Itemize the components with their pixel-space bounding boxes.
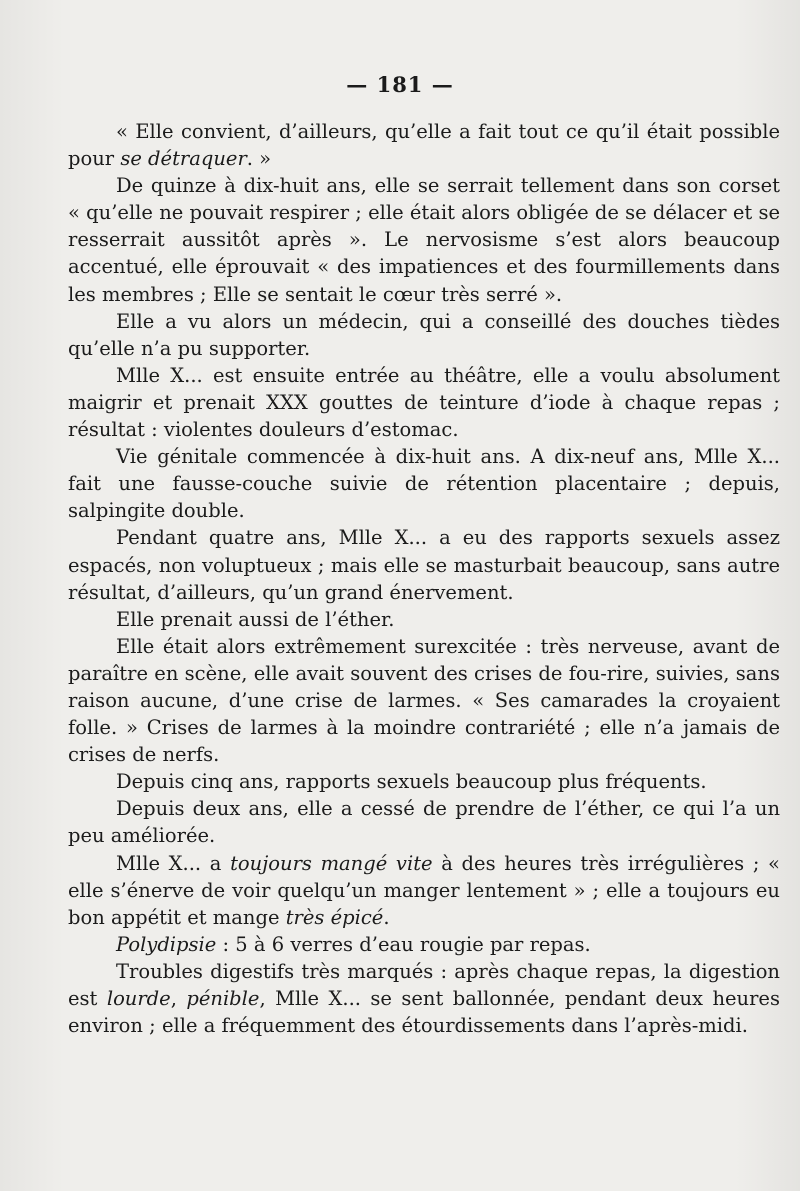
italic-text: toujours mangé vite [230,851,433,875]
text-segment: . » [246,147,272,171]
italic-text: Polydipsie [116,932,217,956]
paragraph [68,524,780,605]
italic-text: très épicé [285,905,384,929]
text-segment: De quinze à dix-huit ans, elle se serrait tellement dans son corset « qu’elle ne pouvait respirer ; elle était alors obligée de se délacer et se resserrait aussitôt après ». Le nervosisme s’est alors beaucoup accentué, elle éprouvait « des impatiences et des fourmillements dans les membres ; Elle se sentait le cœur très serré ». [68,174,780,306]
paragraph [68,931,780,958]
text-segment: Depuis cinq ans, rapports sexuels beaucoup plus fréquents. [116,770,707,794]
text-segment: Depuis deux ans, elle a cessé de prendre de l’éther, ce qui l’a un peu améliorée. [68,797,780,848]
italic-text: pénible [186,987,260,1010]
paragraph [68,768,780,795]
text-segment: : 5 à 6 verres d’eau rougie par repas. [216,932,591,956]
paragraph [68,362,780,443]
paragraph [68,606,780,633]
paragraph [68,172,780,307]
text-segment: Pendant quatre ans, Mlle X... a eu des rapports sexuels assez espacés, non voluptueux ; mais elle se masturbait beaucoup, sans autre résultat, d’ailleurs, qu’un grand énervement. [68,526,780,604]
italic-text: lourde [106,987,171,1010]
text-segment: « Elle convient, d’ailleurs, qu’elle a fait tout ce qu’il était possible pour [68,120,780,171]
paragraph [68,633,780,768]
page-number: — 181 — [346,72,454,97]
text-segment: Elle a vu alors un médecin, qui a conseillé des douches tièdes qu’elle n’a pu supporter. [68,309,780,360]
paragraph [68,795,780,849]
paragraph [68,308,780,362]
text-segment: . [383,905,390,929]
text-segment: à des heures très irrégulières ; « elle s’énerve de voir quelqu’un manger lentement » ; elle a toujours eu bon appétit et mange [68,851,780,929]
text-segment: Mlle X... est ensuite entrée au théâtre, elle a voulu absolument maigrir et prenait XXX gouttes de teinture d’iode à chaque repas ; résultat : violentes douleurs d’estomac. [68,363,780,442]
text-segment: Elle était alors extrêmement surexcitée : très nerveuse, avant de paraître en scène, elle avait souvent des crises de fou-rire, suivies, sans raison aucune, d’une crise de larmes. « Ses camarades la croyaient folle. » Crises de larmes à la moindre contrariété ; elle n’a jamais de crises de nerfs. [68,634,780,767]
paragraph [68,958,780,1039]
italic-text: se détraquer [120,147,247,171]
paragraph [68,118,780,172]
text-segment: Elle prenait aussi de l’éther. [116,607,395,631]
text-segment: Troubles digestifs très marqués : après chaque repas, la digestion est [68,959,780,1010]
paragraph [68,850,780,931]
body-text [68,118,780,1039]
text-segment: , Mlle X... se sent ballonnée, pendant deux heures environ ; elle a fréquemment des étourdissements dans l’après-midi. [68,987,780,1038]
text-segment: Vie génitale commencée à dix-huit ans. A dix-neuf ans, Mlle X... fait une fausse-couche suivie de rétention placentaire ; depuis, salpingite double. [68,445,780,523]
text-segment: , [170,987,187,1010]
text-segment: Mlle X... a [116,851,231,875]
paragraph [68,443,780,524]
